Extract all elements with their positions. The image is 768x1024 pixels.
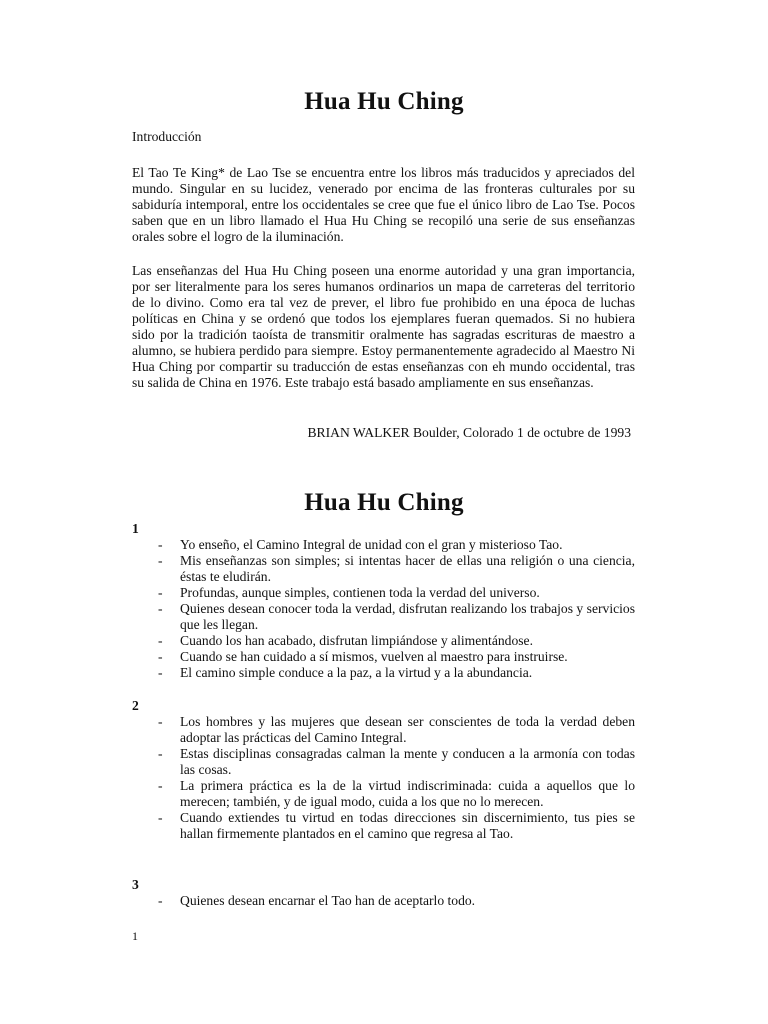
- dash-marker: -: [158, 893, 163, 908]
- list-item: [132, 649, 635, 665]
- list-item: [132, 633, 635, 649]
- list-item: [132, 778, 635, 810]
- list-item: [132, 601, 635, 633]
- section-number-1: 1: [132, 521, 139, 536]
- dash-marker: -: [158, 778, 163, 793]
- list-item-text: Los hombres y las mujeres que desean ser conscientes de toda la verdad deben adoptar las prácticas del Camino Integral.: [180, 714, 635, 745]
- section-number-3: 3: [132, 877, 139, 892]
- list-item-text: Quienes desean encarnar el Tao han de aceptarlo todo.: [180, 893, 476, 908]
- dash-marker: -: [158, 537, 163, 552]
- dash-marker: -: [158, 633, 163, 648]
- section-1-list: [132, 537, 635, 681]
- list-item: [132, 585, 635, 601]
- list-item: [132, 810, 635, 842]
- list-item: [132, 714, 635, 746]
- section-2-list: [132, 714, 635, 842]
- list-item-text: Yo enseño, el Camino Integral de unidad con el gran y misterioso Tao.: [180, 537, 563, 552]
- page-title: Hua Hu Ching: [304, 88, 464, 115]
- list-item-text: Quienes desean conocer toda la verdad, disfrutan realizando los trabajos y servicios que les llegan.: [180, 601, 635, 632]
- list-item-text: Mis enseñanzas son simples; si intentas hacer de ellas una religión o una ciencia, éstas te eludirán.: [180, 553, 635, 584]
- list-item: [132, 665, 635, 681]
- signature: BRIAN WALKER Boulder, Colorado 1 de octubre de 1993: [307, 425, 631, 440]
- section-title: Hua Hu Ching: [304, 489, 464, 516]
- dash-marker: -: [158, 746, 163, 761]
- dash-marker: -: [158, 810, 163, 825]
- dash-marker: -: [158, 714, 163, 729]
- list-item: [132, 553, 635, 585]
- dash-marker: -: [158, 601, 163, 616]
- dash-marker: -: [158, 649, 163, 664]
- dash-marker: -: [158, 553, 163, 568]
- dash-marker: -: [158, 585, 163, 600]
- list-item-text: Estas disciplinas consagradas calman la mente y conducen a la armonía con todas las cosas.: [180, 746, 635, 777]
- list-item-text: El camino simple conduce a la paz, a la virtud y a la abundancia.: [180, 665, 533, 680]
- intro-label: Introducción: [132, 129, 202, 144]
- dash-marker: -: [158, 665, 163, 680]
- page-number: 1: [132, 929, 138, 943]
- list-item-text: Cuando los han acabado, disfrutan limpiándose y alimentándose.: [180, 633, 533, 648]
- list-item-text: Cuando se han cuidado a sí mismos, vuelven al maestro para instruirse.: [180, 649, 568, 664]
- list-item-text: Cuando extiendes tu virtud en todas direcciones sin discernimiento, tus pies se hallan firmemente plantados en el camino que regresa al Tao.: [180, 810, 635, 841]
- intro-paragraph-1: El Tao Te King* de Lao Tse se encuentra entre los libros más traducidos y apreciados del mundo. Singular en su lucidez, venerado por encima de las fronteras culturales por su sabiduría intemporal, entre los occidentales se cree que fue el único libro de Lao Tse. Pocos saben que en un libro llamado el Hua Hu Ching se recopiló una serie de sus enseñanzas orales sobre el logro de la iluminación.: [132, 165, 635, 244]
- list-item: [132, 893, 635, 909]
- section-3-list: [132, 893, 635, 909]
- section-number-2: 2: [132, 698, 139, 713]
- intro-paragraph-2: Las enseñanzas del Hua Hu Ching poseen una enorme autoridad y una gran importancia, por ser literalmente para los seres humanos ordinarios un mapa de carreteras del territorio de lo divino. Como era tal vez de prever, el libro fue prohibido en una época de luchas políticas en China y se ordenó que todos los ejemplares fueran quemados. Si no hubiera sido por la tradición taoísta de transmitir oralmente has sagradas escrituras de maestro a alumno, se hubiera perdido para siempre. Estoy permanentemente agradecido al Maestro Ni Hua Ching por compartir su traducción de estas enseñanzas con eh mundo occidental, tras su salida de China en 1976. Este trabajo está basado ampliamente en sus enseñanzas.: [132, 263, 635, 390]
- list-item: [132, 746, 635, 778]
- list-item-text: Profundas, aunque simples, contienen toda la verdad del universo.: [180, 585, 540, 600]
- list-item: [132, 537, 635, 553]
- list-item-text: La primera práctica es la de la virtud indiscriminada: cuida a aquellos que lo merecen; también, y de igual modo, cuida a los que no lo merecen.: [180, 778, 635, 809]
